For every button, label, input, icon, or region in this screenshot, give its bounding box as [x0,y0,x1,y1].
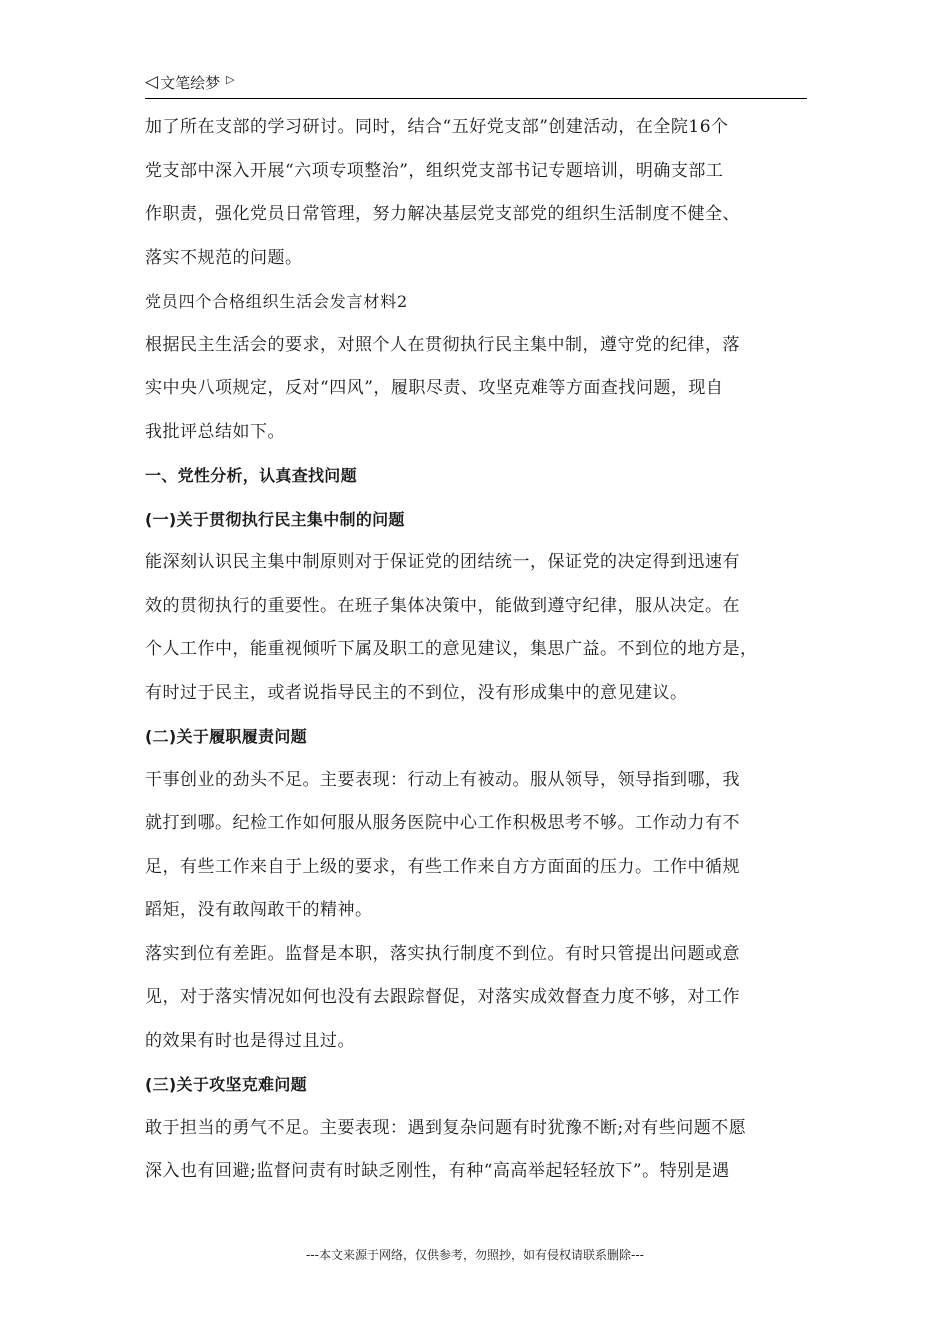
text-line: 加了所在支部的学习研讨。同时，结合“五好党支部”创建活动，在全院16个 [145,117,729,137]
left-triangle-icon: ◁ [145,72,159,92]
right-triangle-icon: ▷ [226,73,235,86]
text-line: 个人工作中，能重视倾听下属及职工的意见建议，集思广益。不到位的地方是， [145,639,758,659]
text-line: 落实不规范的问题。 [145,247,303,268]
text-line: 能深刻认识民主集中制原则对于保证党的团结统一，保证党的决定得到迅速有 [145,552,740,572]
text-line: 我批评总结如下。 [145,421,285,442]
section-heading: 一、党性分析，认真查找问题 [145,466,357,485]
text-line: 蹈矩，没有敢闯敢干的精神。 [145,900,373,920]
section-heading: (三)关于攻坚克难问题 [145,1075,307,1094]
text-line: 根据民主生活会的要求，对照个人在贯彻执行民主集中制，遵守党的纪律，落 [145,334,740,355]
text-line: 党员四个合格组织生活会发言材料2 [145,292,408,311]
document-body [145,106,807,1194]
text-line: 党支部中深入开展“六项专项整治”，组织党支部书记专题培训，明确支部工 [145,160,724,181]
page-header [145,72,807,99]
section-heading: (一)关于贯彻执行民主集中制的问题 [145,509,405,529]
text-line: 敢于担当的勇气不足。主要表现：遇到复杂问题有时犹豫不断;对有些问题不愿 [145,1117,747,1138]
text-line: 作职责，强化党员日常管理，努力解决基层党支部党的组织生活制度不健全、 [145,204,740,224]
header-brand: 文笔绘梦 [160,74,221,92]
page-footer: ---本文来源于网络，仅供参考，勿照抄，如有侵权请联系删除--- [306,1248,644,1262]
text-line: 深入也有回避;监督问责有时缺乏刚性，有种“高高举起轻轻放下”。特别是遇 [145,1161,730,1181]
section-heading: (二)关于履职履责问题 [145,727,307,746]
text-line: 就打到哪。纪检工作如何服从服务医院中心工作积极思考不够。工作动力有不 [145,813,740,833]
text-line: 效的贯彻执行的重要性。在班子集体决策中，能做到遵守纪律，服从决定。在 [145,595,740,616]
text-line: 的效果有时也是得过且过。 [145,1030,355,1051]
text-line: 足，有些工作来自于上级的要求，有些工作来自方方面面的压力。工作中循规 [145,856,740,877]
text-line: 实中央八项规定，反对“四风”，履职尽责、攻坚克难等方面查找问题，现自 [145,378,724,398]
text-line: 干事创业的劲头不足。主要表现：行动上有被动。服从领导，领导指到哪，我 [145,769,740,790]
text-line: 落实到位有差距。监督是本职，落实执行制度不到位。有时只管提出问题或意 [145,943,740,964]
text-line: 有时过于民主，或者说指导民主的不到位，没有形成集中的意见建议。 [145,682,688,703]
text-line: 见，对于落实情况如何也没有去跟踪督促，对落实成效督查力度不够，对工作 [145,987,740,1007]
